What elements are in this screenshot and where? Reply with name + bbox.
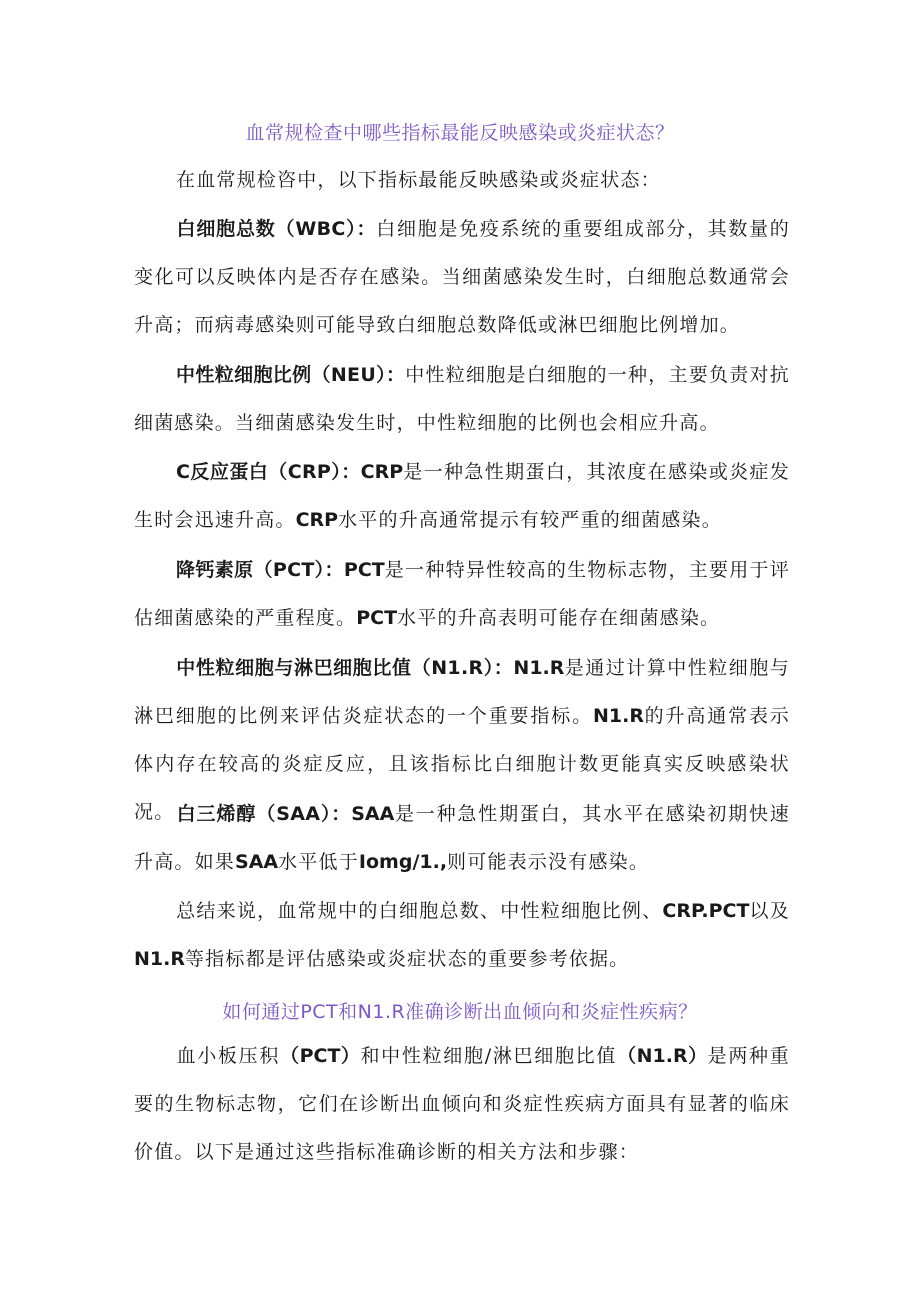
- section1-intro: [134, 156, 790, 204]
- saa-abbr-2: SAA: [235, 851, 279, 873]
- section1-title: 血常规检查中哪些指标最能反映感染或炎症状态？: [245, 122, 675, 144]
- saa-paragraph: [134, 790, 790, 886]
- crp-text-2: 水平的升高通常提示有较严重的细菌感染。: [338, 509, 722, 531]
- pct-text-1: 是一种特异性较高的生物标志物，主要用于评估细菌感染的严重程度。: [134, 559, 790, 629]
- pct-text-2: 水平的升高表明可能存在细菌感染。: [397, 607, 721, 629]
- crp-abbr: CRP: [360, 461, 404, 483]
- summary-text-1: 总结来说，血常规中的白细胞总数、中性粒细胞比例、: [176, 900, 663, 922]
- summary-text-3: 等指标都是评估感染或炎症状态的重要参考依据。: [184, 948, 630, 970]
- nlr-abbr: N1.R: [513, 657, 565, 679]
- summary-text-2: 以及: [749, 900, 790, 922]
- saa-text-3: 则可能表示没有感染。: [447, 851, 650, 873]
- s2-abbr-1: （PCT）: [280, 1045, 361, 1067]
- neu-paragraph: [134, 351, 790, 447]
- s2-text-2: 和中性粒细胞/淋巴细胞比值: [360, 1045, 618, 1067]
- section2-title: 如何通过PCT和N1.R准确诊断出血倾向和炎症性疾病？: [222, 1001, 698, 1023]
- wbc-term: 白细胞总数（WBC）：: [176, 218, 377, 240]
- nlr-text-2: 的升高通常表示体内存在较高的炎症反应，且该指标比白细胞计数更能真实反映感染状况。: [134, 705, 791, 823]
- neu-term: 中性粒细胞比例（NEU）：: [176, 364, 406, 386]
- summary-abbr-2: N1.R: [134, 948, 185, 970]
- saa-text-2: 水平低于: [278, 851, 359, 873]
- neu-text: 中性粒细胞是白细胞的一种，主要负责对抗细菌感染。当细菌感染发生时，中性粒细胞的比例也会相应升高。: [134, 364, 790, 434]
- nlr-term: 中性粒细胞与淋巴细胞比值（N1.R）：: [176, 657, 514, 679]
- s2-text-3: 是两种重要的生物标志物，它们在诊断出血倾向和炎症性疾病方面具有显著的临床价值。以下是通过这些指标准确诊断的相关方法和步骤：: [134, 1045, 790, 1163]
- pct-abbr-2: PCT: [356, 607, 398, 629]
- pct-abbr: PCT: [343, 559, 385, 581]
- saa-abbr: SAA: [351, 803, 395, 825]
- s2-text-1: 血小板压积: [176, 1045, 281, 1067]
- section2-intro: [134, 1032, 790, 1176]
- wbc-paragraph: [134, 205, 790, 349]
- pct-term: 降钙素原（PCT）：: [176, 559, 344, 581]
- crp-text-1: 是一种急性期蛋白，其浓度在感染或炎症发生时会迅速升高。: [134, 461, 790, 531]
- saa-term: 白三烯醇（SAA）：: [176, 803, 352, 825]
- summary-abbr-1: CRP.PCT: [662, 900, 750, 922]
- nlr-text-1: 是通过计算中性粒细胞与淋巴细胞的比例来评估炎症状态的一个重要指标。: [134, 657, 791, 727]
- nlr-abbr-2: N1.R: [592, 705, 644, 727]
- intro-text: 在血常规检咨中，以下指标最能反映感染或炎症状态：: [176, 169, 661, 191]
- crp-term: C反应蛋白（CRP）：: [176, 461, 361, 483]
- saa-text-1: 是一种急性期蛋白，其水平在感染初期快速升高。如果: [134, 803, 790, 873]
- wbc-text: 白细胞是免疫系统的重要组成部分，其数量的变化可以反映体内是否存在感染。当细菌感染发生时，白细胞总数通常会升高；而病毒感染则可能导致白细胞总数降低或淋巴细胞比例增加。: [134, 218, 790, 336]
- saa-threshold: Iomg/1.,: [358, 851, 448, 873]
- summary-paragraph: [134, 887, 790, 983]
- pct-paragraph: [134, 546, 790, 642]
- s2-abbr-2: （N1.R）: [617, 1045, 708, 1067]
- crp-abbr-2: CRP: [295, 509, 339, 531]
- crp-paragraph: [134, 448, 790, 544]
